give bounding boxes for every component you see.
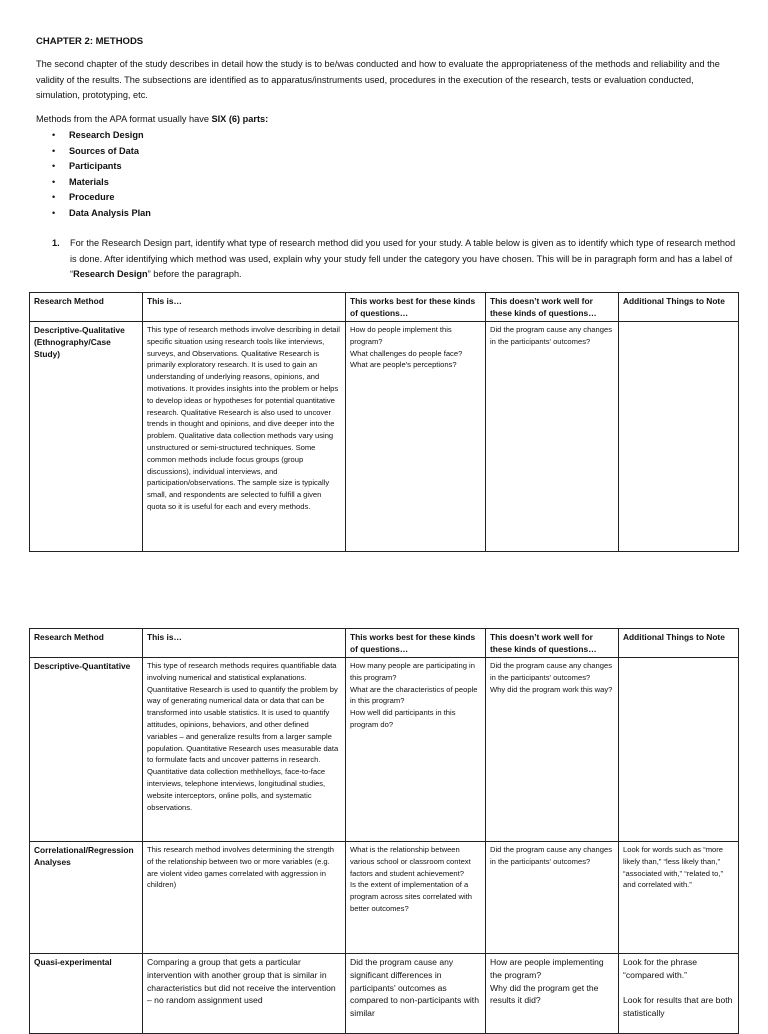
numbered-item-1 [36, 236, 736, 283]
research-methods-table-1 [29, 292, 739, 552]
item-number: 1. [52, 238, 60, 248]
bullet-icon: • [52, 176, 56, 187]
cell-method: Descriptive-Qualitative (Ethnography/Case Study) [30, 322, 143, 552]
cell-notes [619, 658, 739, 842]
bullet-icon: • [52, 192, 56, 202]
header-research-method: Research Method [30, 629, 143, 658]
apa-intro-emphasis: SIX (6) parts: [211, 114, 269, 124]
header-research-method: Research Method [30, 293, 143, 322]
header-additional-notes: Additional Things to Note [619, 293, 739, 322]
bullet-icon: • [52, 130, 56, 140]
apa-intro-line [36, 114, 268, 124]
table-header-row [30, 293, 739, 322]
list-item: • Data Analysis Plan [52, 206, 151, 222]
cell-works-best: How many people are participating in this program? What are the characteristics of people in this program? How well did participants in this program do? [346, 658, 486, 842]
cell-description: This research method involves determining the strength of the relationship between two or more variables (e.g. are violent video games correlated with aggression in children) [143, 842, 346, 954]
item-label: Research Design [73, 269, 148, 279]
cell-method: Correlational/Regression Analyses [30, 842, 143, 954]
table-row [30, 658, 739, 842]
header-doesnt-work: This doesn’t work well for these kinds of questions… [486, 629, 619, 658]
table-row [30, 842, 739, 954]
cell-works-best: Did the program cause any significant differences in participants' outcomes as compared to non-participants with similar [346, 954, 486, 1034]
cell-doesnt-work: How are people implementing the program? Why did the program get the results it did? [486, 954, 619, 1034]
cell-method: Quasi-experimental [30, 954, 143, 1034]
bullet-icon: • [52, 161, 56, 171]
methods-parts-list [52, 128, 151, 221]
cell-works-best: How do people implement this program? What challenges do people face? What are people's perceptions? [346, 322, 486, 552]
cell-doesnt-work: Did the program cause any changes in the participants' outcomes? [486, 322, 619, 552]
research-methods-table-2 [29, 628, 739, 1034]
header-additional-notes: Additional Things to Note [619, 629, 739, 658]
cell-method: Descriptive-Quantitative [30, 658, 143, 842]
intro-paragraph: The second chapter of the study describes in detail how the study is to be/was conducted and how to evaluate the appropriateness of the methods and reliability and the validity of the results. The subsections are identified as to apparatus/instruments used, procedures in the execution of the research, tests or evaluation conducted, simulation, prototyping, etc. [36, 59, 720, 100]
header-this-is: This is… [143, 293, 346, 322]
bullet-icon: • [52, 145, 56, 156]
header-works-best: This works best for these kinds of questions… [346, 293, 486, 322]
header-doesnt-work: This doesn’t work well for these kinds of questions… [486, 293, 619, 322]
cell-notes: Look for the phrase “compared with.” Look for results that are both statistically [619, 954, 739, 1034]
list-item: • Procedure [52, 190, 151, 206]
cell-works-best: What is the relationship between various school or classroom context factors and student achievement? Is the extent of implementation of a program across sites correlated with better outcomes? [346, 842, 486, 954]
list-item: • Participants [52, 159, 151, 175]
cell-description: Comparing a group that gets a particular intervention with another group that is similar in characteristics but did not receive the intervention – no random assignment used [143, 954, 346, 1034]
apa-intro-prefix: Methods from the APA format usually have [36, 114, 212, 124]
list-item: • Research Design [52, 128, 151, 144]
item-text: For the Research Design part, identify what type of research method did you used for your study. A table below is given as to identify which type of research method is done. After identifying which method was used, explain why your study fell under the category you have chosen. This will be in paragraph form and has a label of “Research Design” before the paragraph. [70, 238, 736, 279]
cell-notes [619, 322, 739, 552]
cell-description: This type of research methods involve describing in detail specific situation using research tools like interviews, surveys, and Observations. Qualitative Research is primarily exploratory research. It is used to gain an understanding of underlying reasons, opinions, and motivations. It provides insights into the problem or helps to develop ideas or hypotheses for potential quantitative research. Qualitative Research is also used to uncover trends in thought and opinions, and dive deeper into the problem. Qualitative data collection methods vary using unstructured or semi-structured techniques. Some common methods include focus groups (group discussions), individual interviews, and participation/observations. The sample size is typically small, and respondents are selected to fulfill a given quota so it is useful for each and every methods. [143, 322, 346, 552]
cell-notes: Look for words such as “more likely than,” “less likely than,” “associated with,” “related to,” and correlated with.” [619, 842, 739, 954]
cell-doesnt-work: Did the program cause any changes in the participants' outcomes? Why did the program work this way? [486, 658, 619, 842]
table-row [30, 954, 739, 1034]
table-row [30, 322, 739, 552]
cell-description: This type of research methods requires quantifiable data involving numerical and statistical explanations. Quantitative Research is used to quantify the problem by way of generating numerical data or data that can be transformed into usable statistics. It is used to quantify attitudes, opinions, behaviors, and other defined variables – and generalize results from a larger sample population. Quantitative Research uses measurable data to formulate facts and uncover patterns in research. Quantitative data collection methhelloys, face-to-face interviews, telephone interviews, longitudinal studies, website interceptors, online polls, and systematic observations. [143, 658, 346, 842]
table-header-row [30, 629, 739, 658]
list-item: • Sources of Data [52, 144, 151, 160]
cell-doesnt-work: Did the program cause any changes in the participants' outcomes? [486, 842, 619, 954]
header-works-best: This works best for these kinds of questions… [346, 629, 486, 658]
chapter-heading: CHAPTER 2: METHODS [36, 36, 144, 47]
list-item: • Materials [52, 175, 151, 191]
bullet-icon: • [52, 207, 56, 218]
header-this-is: This is… [143, 629, 346, 658]
